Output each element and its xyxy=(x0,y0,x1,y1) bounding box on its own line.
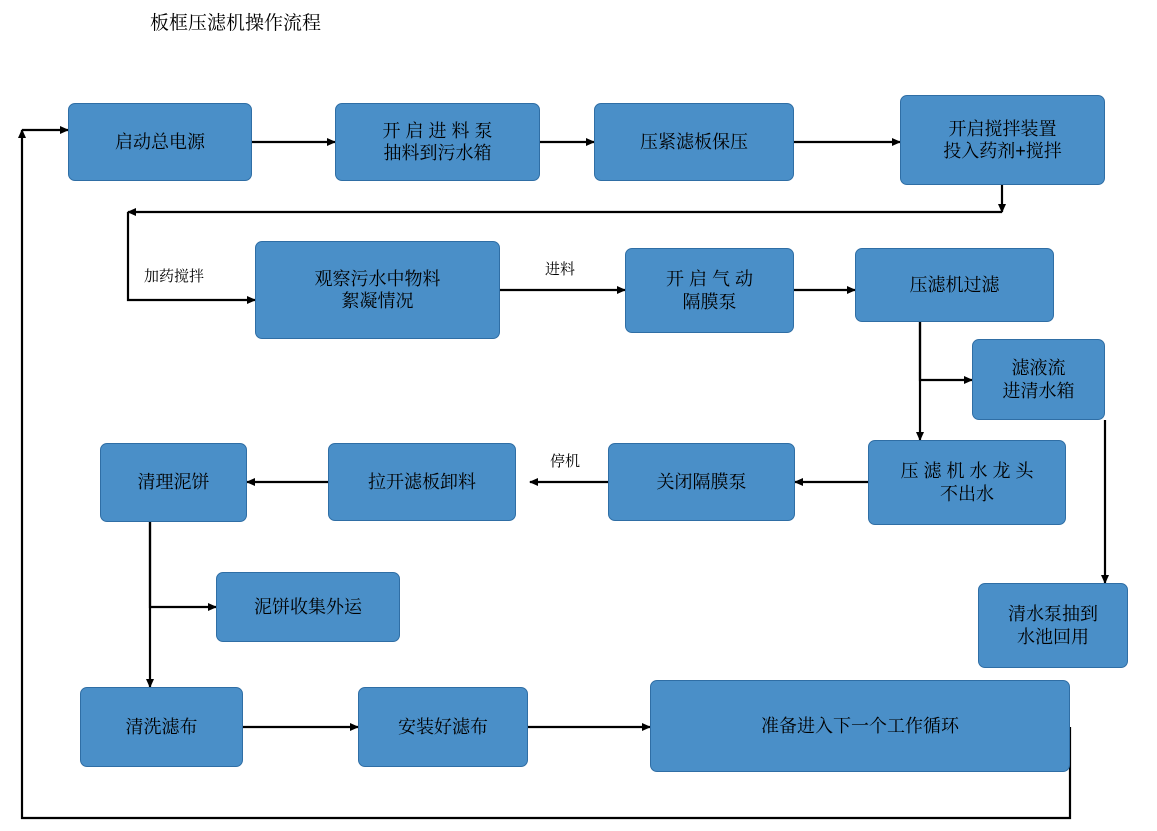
node-clean-mud-cake[interactable] xyxy=(100,443,247,522)
node-press-plates[interactable] xyxy=(594,103,794,181)
node-line: 关闭隔膜泵 xyxy=(656,471,747,492)
node-line: 安装好滤布 xyxy=(398,716,488,737)
node-line: 泥饼收集外运 xyxy=(254,596,362,617)
page-title: 板框压滤机操作流程 xyxy=(150,13,322,34)
node-line: 投入药剂+搅拌 xyxy=(943,141,1062,161)
node-line: 开启搅拌装置 xyxy=(948,118,1057,139)
node-line: 清水泵抽到 xyxy=(1008,604,1098,624)
node-collect-mud-cake[interactable] xyxy=(216,572,400,642)
node-feed-pump[interactable] xyxy=(335,103,540,181)
node-start-power[interactable] xyxy=(68,103,252,181)
node-line: 准备进入下一个工作循环 xyxy=(761,715,959,736)
node-line: 抽料到污水箱 xyxy=(383,143,492,163)
node-start-mixer[interactable] xyxy=(900,95,1105,185)
node-close-diaphragm-pump[interactable] xyxy=(608,443,795,521)
node-line: 压滤机过滤 xyxy=(909,274,1000,295)
node-install-filter-cloth[interactable] xyxy=(358,687,528,767)
node-line: 启动总电源 xyxy=(115,131,205,152)
node-line: 清洗滤布 xyxy=(125,716,198,737)
node-ready-next-cycle[interactable] xyxy=(650,680,1070,772)
node-line: 开 启 气 动 xyxy=(665,269,753,289)
node-line: 压 滤 机 水 龙 头 xyxy=(900,461,1034,481)
node-open-plates-unload[interactable] xyxy=(328,443,516,521)
node-wash-filter-cloth[interactable] xyxy=(80,687,243,767)
node-line: 滤液流 xyxy=(1011,358,1066,378)
node-line: 开 启 进 料 泵 xyxy=(382,120,493,141)
node-line: 不出水 xyxy=(939,483,994,504)
node-filter-press-filtering[interactable] xyxy=(855,248,1054,322)
node-line: 清理泥饼 xyxy=(137,472,210,493)
node-line: 拉开滤板卸料 xyxy=(368,471,476,492)
node-no-water-from-tap[interactable] xyxy=(868,440,1066,525)
node-line: 水池回用 xyxy=(1017,626,1089,647)
node-line: 观察污水中物料 xyxy=(314,268,441,289)
node-line: 隔膜泵 xyxy=(682,291,737,312)
node-filtrate-to-clearwater-tank[interactable] xyxy=(972,339,1105,420)
node-line: 进清水箱 xyxy=(1002,380,1075,401)
node-line: 絮凝情况 xyxy=(341,291,414,311)
edge-label-dosing-mixing: 加药搅拌 xyxy=(144,268,205,285)
edge-label-feeding: 进料 xyxy=(545,261,576,278)
edge-label-shutdown: 停机 xyxy=(550,453,581,470)
node-clearwater-pump-reuse[interactable] xyxy=(978,583,1128,668)
node-start-diaphragm-pump[interactable] xyxy=(625,248,794,333)
node-observe-floc[interactable] xyxy=(255,241,500,339)
node-line: 压紧滤板保压 xyxy=(640,131,748,152)
